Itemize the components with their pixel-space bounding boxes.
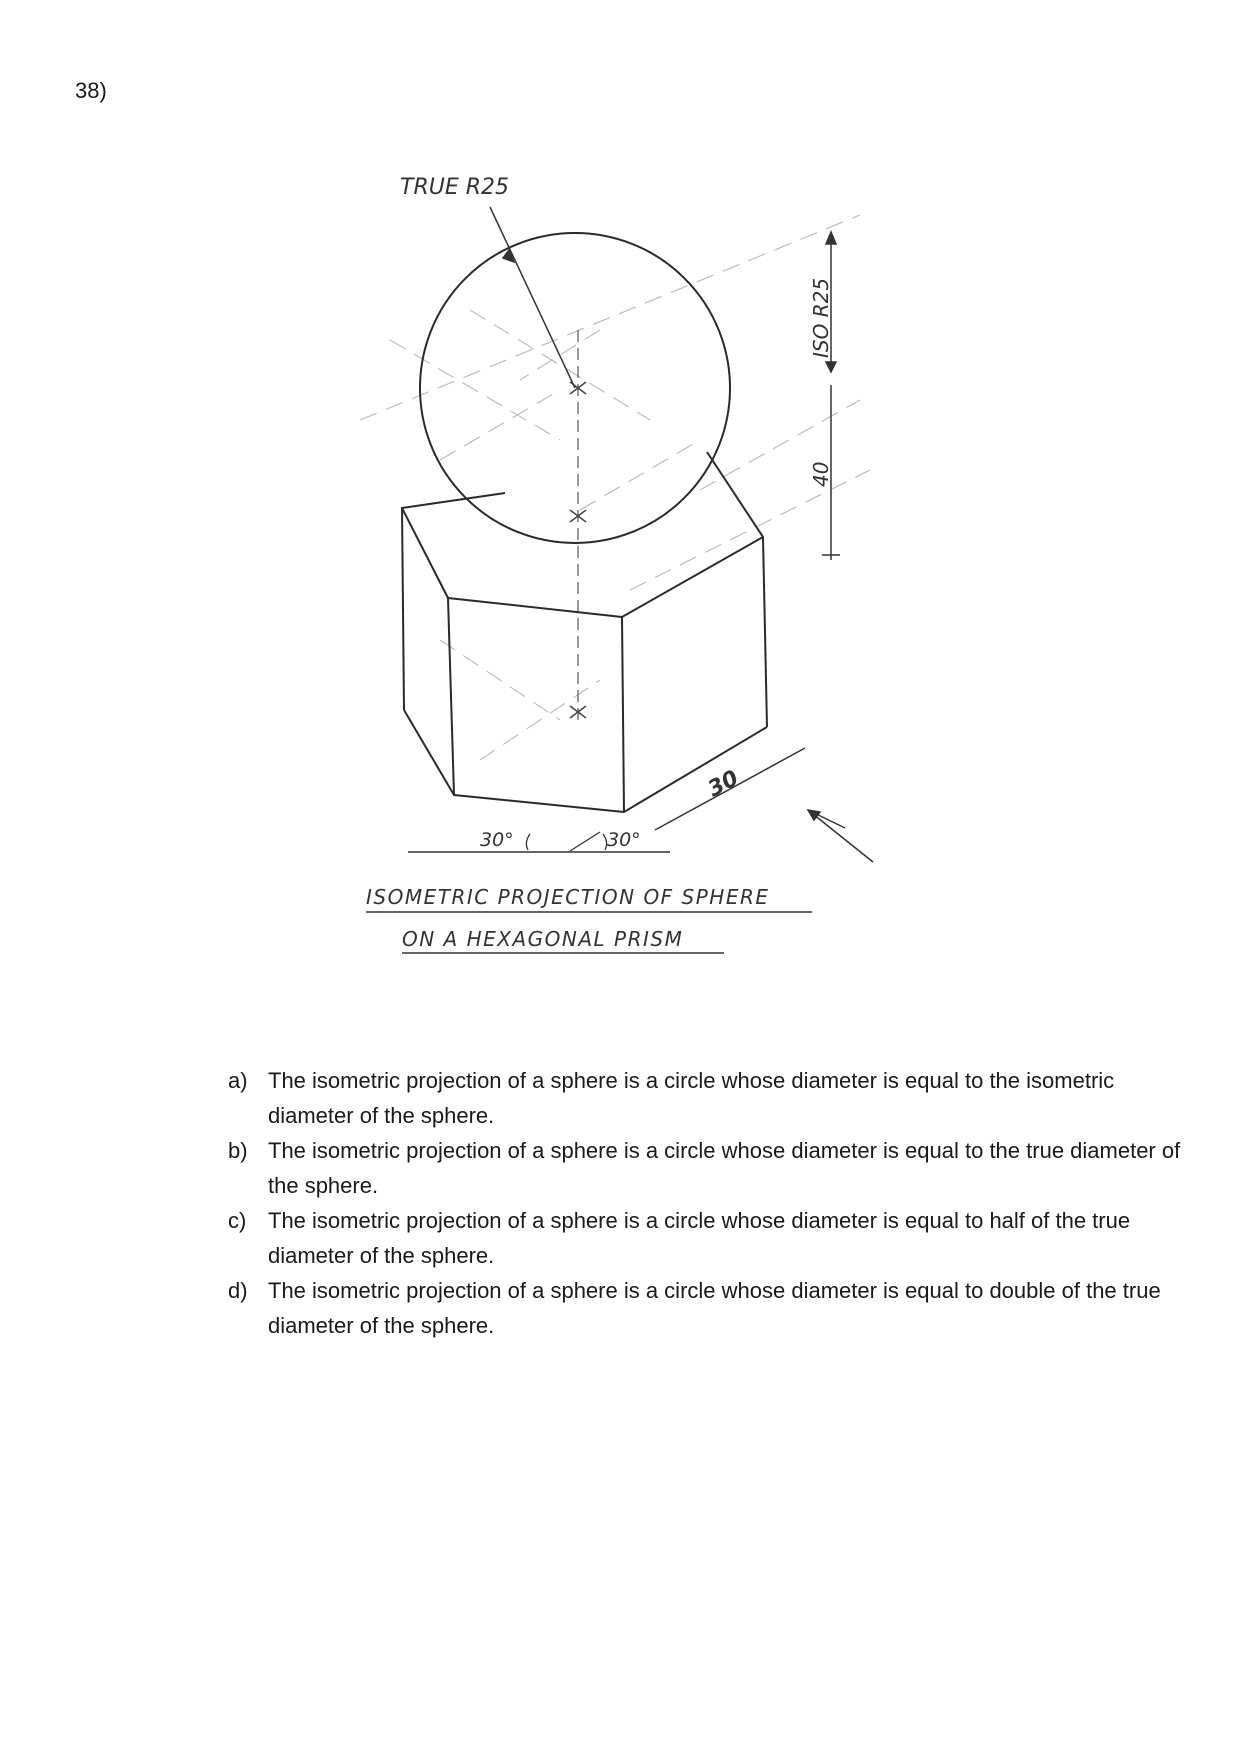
option-letter: a)	[228, 1068, 248, 1093]
option-letter: b)	[228, 1138, 248, 1163]
option-a[interactable]	[228, 1063, 1188, 1133]
side-label: 30	[704, 765, 743, 803]
option-text: The isometric projection of a sphere is a circle whose diameter is equal to double of the true diameter of the sphere.	[268, 1278, 1161, 1338]
isometric-drawing	[250, 125, 990, 1005]
iso-radius-label: ISO R25	[809, 277, 833, 358]
side-dimension	[655, 748, 873, 862]
option-letter: d)	[228, 1278, 248, 1303]
angle-left-label: 30°	[480, 829, 514, 851]
option-letter: c)	[228, 1208, 247, 1233]
question-number: 38)	[75, 78, 107, 103]
true-radius-label: TRUE R25	[400, 175, 510, 200]
option-b[interactable]	[228, 1133, 1188, 1203]
caption-line-2: ON A HEXAGONAL PRISM	[402, 927, 684, 951]
option-text: The isometric projection of a sphere is a circle whose diameter is equal to the isometric diameter of the sphere.	[268, 1068, 1115, 1128]
height-label: 40	[809, 461, 833, 487]
construction-lines	[360, 215, 870, 760]
option-d[interactable]	[228, 1273, 1188, 1343]
hexagonal-prism	[402, 452, 767, 812]
angle-right-label: 30°	[607, 829, 641, 851]
option-text: The isometric projection of a sphere is a circle whose diameter is equal to half of the true diameter of the sphere.	[268, 1208, 1131, 1268]
caption-line-1: ISOMETRIC PROJECTION OF SPHERE	[366, 885, 770, 909]
option-text: The isometric projection of a sphere is a circle whose diameter is equal to the true diameter of the sphere.	[268, 1138, 1181, 1198]
option-c[interactable]	[228, 1203, 1188, 1273]
answer-options	[228, 1063, 1188, 1343]
